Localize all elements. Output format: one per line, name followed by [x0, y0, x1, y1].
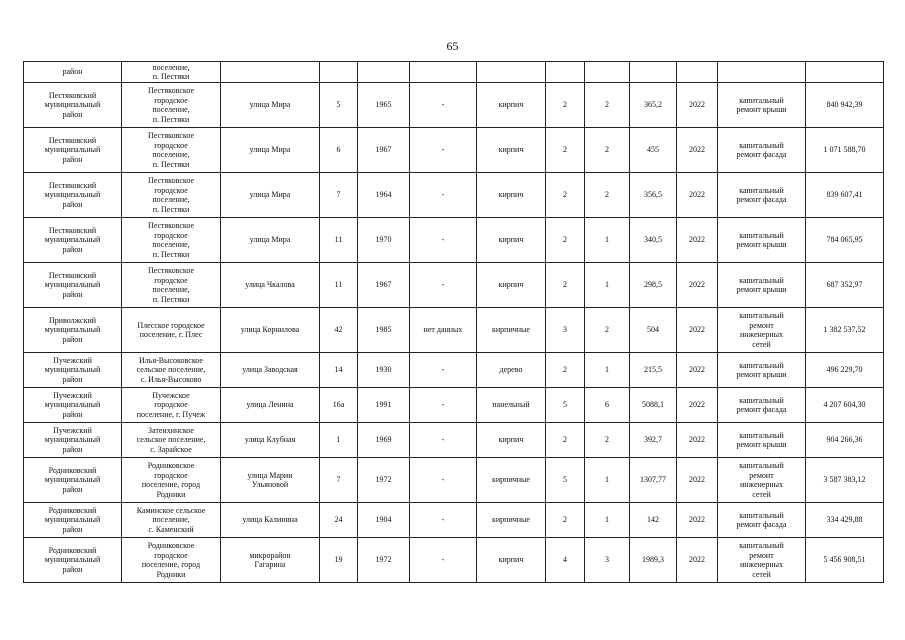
- wall-material-cell: кирпич: [477, 263, 546, 308]
- district-cell: Родниковский муниципальный район: [24, 538, 122, 583]
- wall-material-cell: кирпич: [477, 423, 546, 458]
- house-number-cell: 1: [320, 423, 358, 458]
- repair-year-cell: 2022: [677, 128, 718, 173]
- area-cell: 142: [630, 503, 677, 538]
- area-cell: 365,2: [630, 83, 677, 128]
- recon-year-cell: -: [410, 538, 477, 583]
- area-cell: 1989,3: [630, 538, 677, 583]
- entrances-cell: 2: [585, 173, 630, 218]
- work-type-cell: капитальный ремонт крыши: [718, 423, 806, 458]
- wall-material-cell: дерево: [477, 353, 546, 388]
- repair-year-cell: 2022: [677, 503, 718, 538]
- construction-year-cell: [358, 62, 410, 83]
- street-cell: улица Мира: [221, 173, 320, 218]
- entrances-cell: 2: [585, 128, 630, 173]
- cost-cell: 839 607,41: [806, 173, 884, 218]
- table-row: [24, 173, 884, 218]
- floors-cell: 3: [546, 308, 585, 353]
- street-cell: улица Марии Ульяновой: [221, 458, 320, 503]
- repair-year-cell: 2022: [677, 308, 718, 353]
- street-cell: улица Калинина: [221, 503, 320, 538]
- floors-cell: 5: [546, 458, 585, 503]
- area-cell: 504: [630, 308, 677, 353]
- repair-year-cell: 2022: [677, 263, 718, 308]
- entrances-cell: 1: [585, 458, 630, 503]
- construction-year-cell: 1967: [358, 263, 410, 308]
- entrances-cell: 1: [585, 503, 630, 538]
- settlement-cell: Пестяковское городское поселение, п. Пестяки: [122, 83, 221, 128]
- street-cell: улица Чкалова: [221, 263, 320, 308]
- floors-cell: 2: [546, 173, 585, 218]
- area-cell: 298,5: [630, 263, 677, 308]
- house-number-cell: 42: [320, 308, 358, 353]
- house-number-cell: 7: [320, 458, 358, 503]
- table-row: [24, 308, 884, 353]
- cost-cell: 496 229,70: [806, 353, 884, 388]
- entrances-cell: 2: [585, 308, 630, 353]
- work-type-cell: капитальный ремонт крыши: [718, 83, 806, 128]
- district-cell: Пучежский муниципальный район: [24, 353, 122, 388]
- wall-material-cell: кирпичные: [477, 503, 546, 538]
- settlement-cell: Пестяковское городское поселение, п. Пестяки: [122, 128, 221, 173]
- floors-cell: 2: [546, 503, 585, 538]
- street-cell: улица Ленина: [221, 388, 320, 423]
- construction-year-cell: 1985: [358, 308, 410, 353]
- wall-material-cell: кирпич: [477, 218, 546, 263]
- table-row: [24, 62, 884, 83]
- recon-year-cell: -: [410, 128, 477, 173]
- district-cell: Родниковский муниципальный район: [24, 458, 122, 503]
- street-cell: [221, 62, 320, 83]
- settlement-cell: Пестяковское городское поселение, п. Пестяки: [122, 173, 221, 218]
- area-cell: [630, 62, 677, 83]
- construction-year-cell: 1965: [358, 83, 410, 128]
- repair-year-cell: 2022: [677, 173, 718, 218]
- recon-year-cell: -: [410, 423, 477, 458]
- floors-cell: 4: [546, 538, 585, 583]
- area-cell: 340,5: [630, 218, 677, 263]
- table-body: [24, 62, 884, 583]
- recon-year-cell: [410, 62, 477, 83]
- table-row: [24, 423, 884, 458]
- street-cell: улица Клубная: [221, 423, 320, 458]
- floors-cell: 2: [546, 353, 585, 388]
- settlement-cell: Родниковское городское поселение, город Родники: [122, 458, 221, 503]
- house-number-cell: [320, 62, 358, 83]
- entrances-cell: 6: [585, 388, 630, 423]
- wall-material-cell: кирпичные: [477, 308, 546, 353]
- floors-cell: 2: [546, 128, 585, 173]
- street-cell: улица Заводская: [221, 353, 320, 388]
- entrances-cell: 1: [585, 263, 630, 308]
- wall-material-cell: кирпич: [477, 538, 546, 583]
- settlement-cell: Каминское сельское поселение, с. Каменский: [122, 503, 221, 538]
- cost-cell: 1 071 588,70: [806, 128, 884, 173]
- work-type-cell: капитальный ремонт крыши: [718, 218, 806, 263]
- entrances-cell: 3: [585, 538, 630, 583]
- repair-year-cell: 2022: [677, 423, 718, 458]
- work-type-cell: капитальный ремонт крыши: [718, 353, 806, 388]
- wall-material-cell: [477, 62, 546, 83]
- house-number-cell: 16а: [320, 388, 358, 423]
- table-row: [24, 128, 884, 173]
- cost-cell: 4 207 604,30: [806, 388, 884, 423]
- cost-cell: 687 352,97: [806, 263, 884, 308]
- table-row: [24, 503, 884, 538]
- settlement-cell: Илья-Высоковское сельское поселение, с. Илья-Высоково: [122, 353, 221, 388]
- construction-year-cell: 1969: [358, 423, 410, 458]
- repair-registry-table: [23, 61, 884, 583]
- recon-year-cell: -: [410, 83, 477, 128]
- house-number-cell: 11: [320, 218, 358, 263]
- district-cell: Приволжский муниципальный район: [24, 308, 122, 353]
- table-row: [24, 83, 884, 128]
- wall-material-cell: кирпич: [477, 128, 546, 173]
- recon-year-cell: -: [410, 263, 477, 308]
- entrances-cell: 1: [585, 218, 630, 263]
- recon-year-cell: -: [410, 388, 477, 423]
- street-cell: микрорайон Гагарина: [221, 538, 320, 583]
- cost-cell: 840 942,39: [806, 83, 884, 128]
- table-row: [24, 458, 884, 503]
- district-cell: Пестяковский муниципальный район: [24, 263, 122, 308]
- floors-cell: 2: [546, 218, 585, 263]
- street-cell: улица Корнилова: [221, 308, 320, 353]
- house-number-cell: 24: [320, 503, 358, 538]
- work-type-cell: [718, 62, 806, 83]
- house-number-cell: 14: [320, 353, 358, 388]
- construction-year-cell: 1967: [358, 128, 410, 173]
- house-number-cell: 5: [320, 83, 358, 128]
- area-cell: 455: [630, 128, 677, 173]
- district-cell: Родниковский муниципальный район: [24, 503, 122, 538]
- construction-year-cell: 1930: [358, 353, 410, 388]
- area-cell: 215,5: [630, 353, 677, 388]
- settlement-cell: Пестяковское городское поселение, п. Пестяки: [122, 218, 221, 263]
- street-cell: улица Мира: [221, 83, 320, 128]
- area-cell: 356,5: [630, 173, 677, 218]
- work-type-cell: капитальный ремонт инженерных сетей: [718, 458, 806, 503]
- house-number-cell: 7: [320, 173, 358, 218]
- settlement-cell: Плесское городское поселение, г. Плес: [122, 308, 221, 353]
- table-row: [24, 353, 884, 388]
- wall-material-cell: кирпичные: [477, 458, 546, 503]
- cost-cell: 5 456 908,51: [806, 538, 884, 583]
- work-type-cell: капитальный ремонт фасада: [718, 503, 806, 538]
- construction-year-cell: 1972: [358, 538, 410, 583]
- construction-year-cell: 1904: [358, 503, 410, 538]
- table-row: [24, 263, 884, 308]
- cost-cell: 3 587 383,12: [806, 458, 884, 503]
- floors-cell: 2: [546, 83, 585, 128]
- street-cell: улица Мира: [221, 128, 320, 173]
- settlement-cell: Пучежское городское поселение, г. Пучеж: [122, 388, 221, 423]
- house-number-cell: 6: [320, 128, 358, 173]
- construction-year-cell: 1964: [358, 173, 410, 218]
- work-type-cell: капитальный ремонт фасада: [718, 173, 806, 218]
- cost-cell: 904 266,36: [806, 423, 884, 458]
- page-number: 65: [446, 39, 459, 53]
- area-cell: 1307,77: [630, 458, 677, 503]
- cost-cell: 334 429,88: [806, 503, 884, 538]
- district-cell: Пестяковский муниципальный район: [24, 83, 122, 128]
- district-cell: район: [24, 62, 122, 83]
- recon-year-cell: -: [410, 173, 477, 218]
- cost-cell: 1 382 537,52: [806, 308, 884, 353]
- area-cell: 392,7: [630, 423, 677, 458]
- work-type-cell: капитальный ремонт крыши: [718, 263, 806, 308]
- recon-year-cell: -: [410, 458, 477, 503]
- repair-year-cell: 2022: [677, 458, 718, 503]
- work-type-cell: капитальный ремонт фасада: [718, 388, 806, 423]
- wall-material-cell: кирпич: [477, 173, 546, 218]
- entrances-cell: [585, 62, 630, 83]
- cost-cell: 784 065,95: [806, 218, 884, 263]
- floors-cell: 2: [546, 423, 585, 458]
- repair-year-cell: 2022: [677, 388, 718, 423]
- wall-material-cell: кирпич: [477, 83, 546, 128]
- entrances-cell: 2: [585, 83, 630, 128]
- work-type-cell: капитальный ремонт фасада: [718, 128, 806, 173]
- entrances-cell: 1: [585, 353, 630, 388]
- entrances-cell: 2: [585, 423, 630, 458]
- house-number-cell: 19: [320, 538, 358, 583]
- floors-cell: 5: [546, 388, 585, 423]
- district-cell: Пучежский муниципальный район: [24, 388, 122, 423]
- district-cell: Пестяковский муниципальный район: [24, 128, 122, 173]
- settlement-cell: поселение, п. Пестяки: [122, 62, 221, 83]
- settlement-cell: Пестяковское городское поселение, п. Пестяки: [122, 263, 221, 308]
- wall-material-cell: панельный: [477, 388, 546, 423]
- repair-year-cell: 2022: [677, 218, 718, 263]
- recon-year-cell: нет данных: [410, 308, 477, 353]
- settlement-cell: Затеихинское сельское поселение, с. Зарайское: [122, 423, 221, 458]
- table-row: [24, 538, 884, 583]
- repair-year-cell: 2022: [677, 353, 718, 388]
- settlement-cell: Родниковское городское поселение, город Родники: [122, 538, 221, 583]
- recon-year-cell: -: [410, 353, 477, 388]
- cost-cell: [806, 62, 884, 83]
- recon-year-cell: -: [410, 503, 477, 538]
- recon-year-cell: -: [410, 218, 477, 263]
- district-cell: Пестяковский муниципальный район: [24, 173, 122, 218]
- table-row: [24, 388, 884, 423]
- construction-year-cell: 1970: [358, 218, 410, 263]
- construction-year-cell: 1991: [358, 388, 410, 423]
- street-cell: улица Мира: [221, 218, 320, 263]
- work-type-cell: капитальный ремонт инженерных сетей: [718, 308, 806, 353]
- area-cell: 5088,1: [630, 388, 677, 423]
- repair-year-cell: 2022: [677, 83, 718, 128]
- repair-year-cell: 2022: [677, 538, 718, 583]
- district-cell: Пестяковский муниципальный район: [24, 218, 122, 263]
- district-cell: Пучежский муниципальный район: [24, 423, 122, 458]
- construction-year-cell: 1972: [358, 458, 410, 503]
- house-number-cell: 11: [320, 263, 358, 308]
- repair-year-cell: [677, 62, 718, 83]
- floors-cell: [546, 62, 585, 83]
- work-type-cell: капитальный ремонт инженерных сетей: [718, 538, 806, 583]
- floors-cell: 2: [546, 263, 585, 308]
- table-row: [24, 218, 884, 263]
